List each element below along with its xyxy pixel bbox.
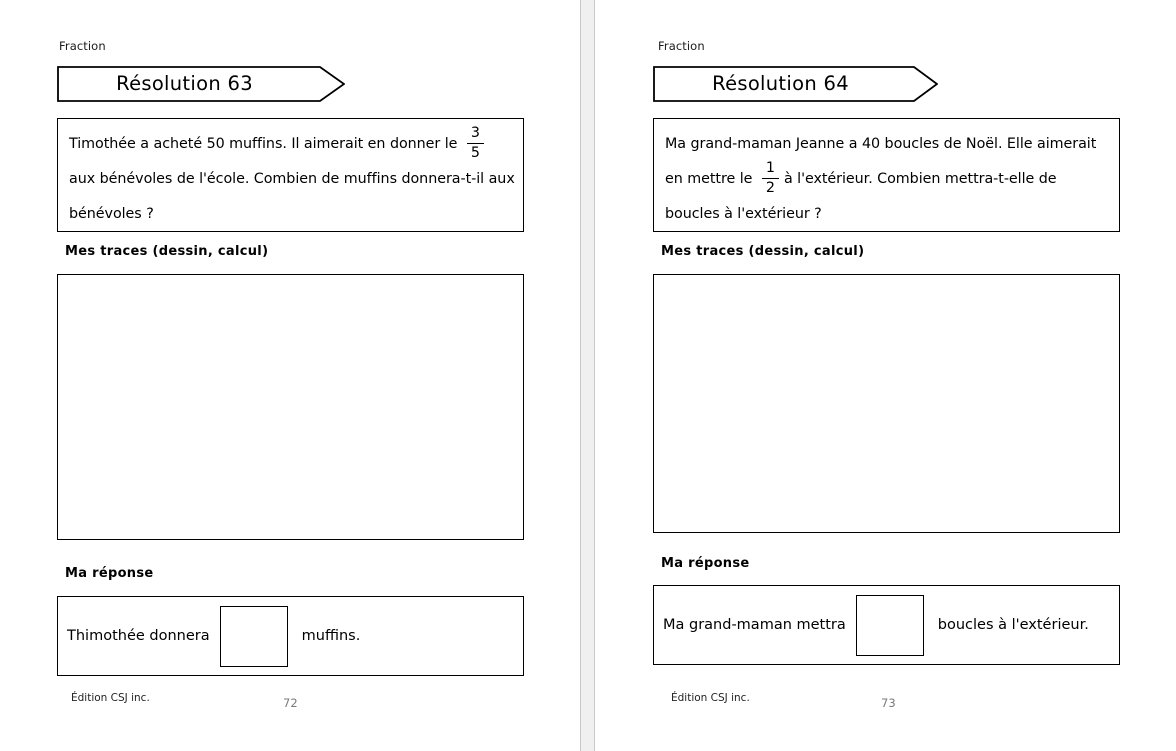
answer-blank-right[interactable] bbox=[856, 595, 924, 656]
problem-text-part-1: Ma grand-maman Jeanne a 40 boucles de Noël. Elle aimerait en mettre le bbox=[665, 136, 1097, 187]
traces-heading-left: Mes traces (dessin, calcul) bbox=[65, 244, 269, 259]
traces-work-area-right[interactable] bbox=[653, 274, 1120, 533]
answer-blank-left[interactable] bbox=[220, 606, 288, 667]
page-number-right: 73 bbox=[881, 696, 896, 710]
fraction-left bbox=[467, 126, 484, 160]
page-number-left: 72 bbox=[283, 696, 298, 710]
fraction-denominator-right: 2 bbox=[762, 178, 779, 195]
resolution-banner-left bbox=[57, 66, 345, 102]
answer-text-after-blank-right: boucles à l'extérieur. bbox=[937, 617, 1089, 633]
fraction-right bbox=[762, 161, 779, 195]
problem-text-left bbox=[69, 127, 515, 232]
answer-text-after-blank-left: muffins. bbox=[301, 628, 361, 644]
problem-text-right bbox=[665, 127, 1111, 232]
answer-sentence-box-left bbox=[57, 596, 524, 676]
resolution-title-left: Résolution 63 bbox=[116, 72, 253, 95]
answer-row-right bbox=[663, 586, 1110, 664]
answer-heading-left: Ma réponse bbox=[65, 566, 154, 581]
problem-text-part-1: Timothée a acheté 50 muffins. Il aimerait en donner le bbox=[69, 136, 462, 152]
page-gutter-divider bbox=[580, 0, 595, 751]
traces-heading-right: Mes traces (dessin, calcul) bbox=[661, 244, 865, 259]
section-label-left: Fraction bbox=[59, 39, 106, 53]
problem-text-part-2: à l'extérieur. Combien mettra-t-elle de boucles à l'extérieur ? bbox=[665, 171, 1057, 222]
page-right bbox=[595, 0, 1176, 751]
page-left bbox=[0, 0, 580, 751]
problem-statement-box-right bbox=[653, 118, 1120, 232]
answer-text-before-blank-left: Thimothée donnera bbox=[67, 628, 210, 644]
fraction-numerator-right: 1 bbox=[765, 160, 775, 177]
section-label-right: Fraction bbox=[658, 39, 705, 53]
resolution-banner-right bbox=[653, 66, 938, 102]
footer-credit-left: Édition CSJ inc. bbox=[71, 692, 150, 704]
fraction-denominator-left: 5 bbox=[467, 143, 484, 160]
answer-row-left bbox=[67, 597, 514, 675]
problem-text-part-2: aux bénévoles de l'école. Combien de muffins donnera-t-il aux bénévoles ? bbox=[69, 171, 515, 222]
footer-credit-right: Édition CSJ inc. bbox=[671, 692, 750, 704]
answer-heading-right: Ma réponse bbox=[661, 556, 750, 571]
traces-work-area-left[interactable] bbox=[57, 274, 524, 540]
answer-text-before-blank-right: Ma grand-maman mettra bbox=[663, 617, 846, 633]
problem-statement-box-left bbox=[57, 118, 524, 232]
resolution-title-right: Résolution 64 bbox=[712, 72, 849, 95]
fraction-numerator-left: 3 bbox=[470, 125, 480, 142]
answer-sentence-box-right bbox=[653, 585, 1120, 665]
